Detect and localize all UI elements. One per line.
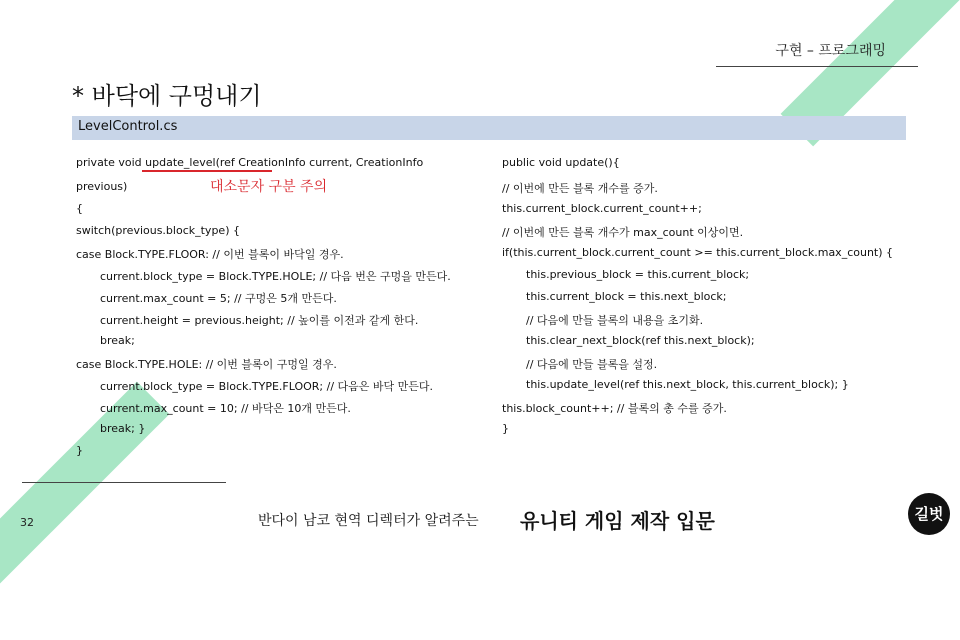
code-line: current.block_type = Block.TYPE.HOLE; // 다음 번은 구멍을 만든다.	[100, 270, 451, 283]
code-line: this.block_count++; // 블록의 총 수를 증가.	[502, 402, 727, 415]
publisher-logo: 길벗	[908, 493, 950, 535]
code-line: case Block.TYPE.HOLE: // 이번 블록이 구멍일 경우.	[76, 358, 337, 371]
code-line: {	[76, 202, 83, 215]
code-line: this.clear_next_block(ref this.next_block);	[526, 334, 755, 347]
code-line: if(this.current_block.current_count >= this.current_block.max_count) {	[502, 246, 894, 259]
code-line: this.current_block.current_count++;	[502, 202, 702, 215]
code-line: public void update(){	[502, 156, 620, 169]
code-line: this.update_level(ref this.next_block, this.current_block); }	[526, 378, 849, 391]
code-line: // 이번에 만든 블록 개수가 max_count 이상이면.	[502, 226, 744, 239]
footer-book-title: 유니티 게임 제작 입문	[520, 509, 715, 533]
code-line: this.previous_block = this.current_block;	[526, 268, 750, 281]
code-line: case Block.TYPE.FLOOR: // 이번 블록이 바닥일 경우.	[76, 248, 344, 261]
code-line: previous)	[76, 180, 128, 193]
footer-divider	[22, 482, 226, 483]
code-file-name: LevelControl.cs	[78, 119, 178, 134]
code-line: current.max_count = 5; // 구멍은 5개 만든다.	[100, 292, 337, 305]
code-line: }	[76, 444, 83, 457]
corner-decoration-bottom-left	[0, 382, 169, 640]
header-divider	[716, 66, 918, 67]
section-header: 구현 – 프로그래밍	[775, 43, 886, 59]
code-line: this.current_block = this.next_block;	[526, 290, 727, 303]
code-file-bar	[72, 116, 906, 140]
code-line: private void update_level(ref CreationInfo current, CreationInfo	[76, 156, 424, 169]
code-line: break;	[100, 334, 135, 347]
case-sensitivity-warning: 대소문자 구분 주의	[210, 179, 328, 195]
code-line: break; }	[100, 422, 146, 435]
code-line: current.max_count = 10; // 바닥은 10개 만든다.	[100, 402, 351, 415]
code-line: current.block_type = Block.TYPE.FLOOR; // 다음은 바닥 만든다.	[100, 380, 434, 393]
code-line: current.height = previous.height; // 높이를 이전과 같게 한다.	[100, 314, 419, 327]
page-number: 32	[20, 516, 34, 529]
code-line: // 다음에 만들 블록의 내용을 초기화.	[526, 314, 704, 327]
code-line: // 이번에 만든 블록 개수를 증가.	[502, 182, 658, 195]
slide-title: * 바닥에 구멍내기	[72, 82, 262, 110]
code-line: switch(previous.block_type) {	[76, 224, 240, 237]
warning-underline	[142, 170, 272, 172]
code-line: }	[502, 422, 509, 435]
code-line: // 다음에 만들 블록을 설정.	[526, 358, 658, 371]
footer-subtitle: 반다이 남코 현역 디렉터가 알려주는	[258, 513, 479, 529]
